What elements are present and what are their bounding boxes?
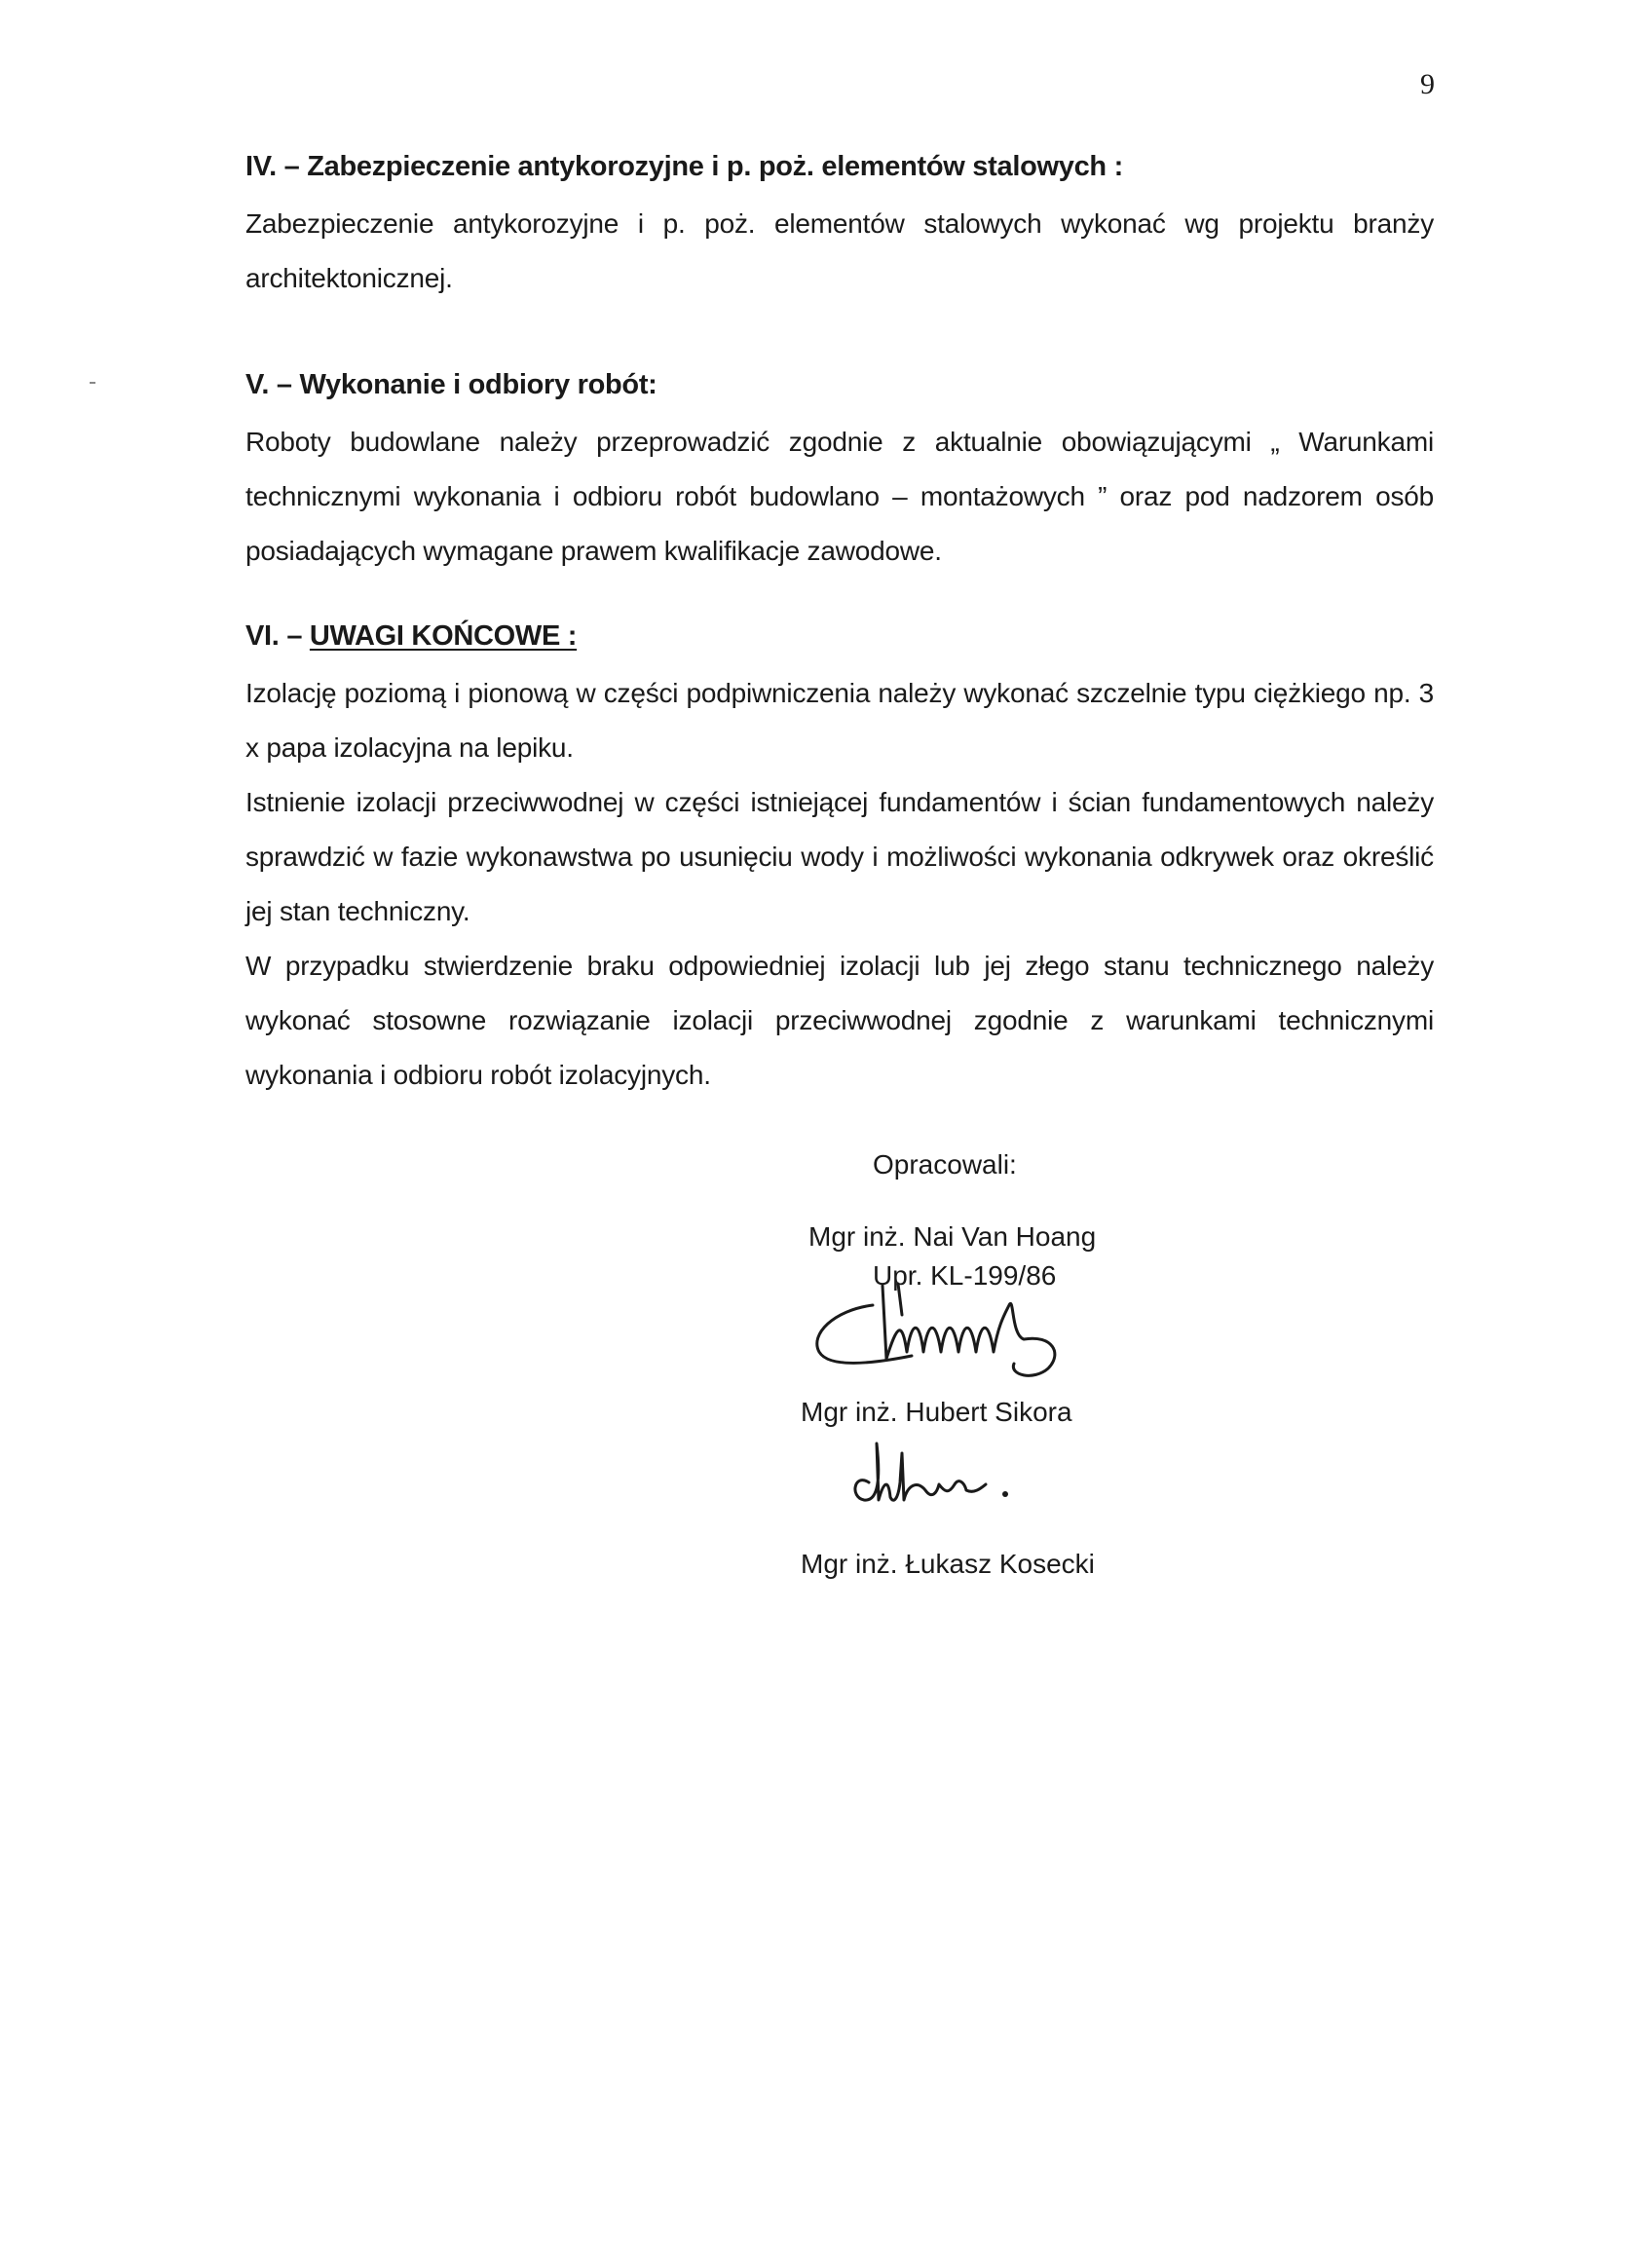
section-v-heading: V. – Wykonanie i odbiory robót: — [245, 369, 657, 400]
section-v — [245, 366, 1434, 579]
section-vi-paragraph-1: Izolację poziomą i pionową w części podpiwniczenia należy wykonać szczelnie typu ciężkiego np. 3 x papa izolacyjna na lepiku. — [245, 678, 1434, 763]
section-vi-heading-prefix: VI. – — [245, 620, 310, 652]
section-vi-heading-title: UWAGI KOŃCOWE : — [309, 620, 578, 652]
author-1-license: Upr. KL-199/86 — [873, 1260, 1057, 1291]
signature-1 — [805, 1266, 1087, 1393]
section-v-paragraph: Roboty budowlane należy przeprowadzić zgodnie z aktualnie obowiązującymi „ Warunkami technicznymi wykonania i odbioru robót budowlano – montażowych ” oraz pod nadzorem osób posiadających wymagane prawem kwalifikacje zawodowe. — [245, 427, 1434, 566]
page-number: 9 — [1420, 68, 1435, 100]
author-1-name: Mgr inż. Nai Van Hoang — [808, 1221, 1097, 1252]
section-vi-heading — [245, 618, 1434, 655]
section-vi-paragraph-2: Istnienie izolacji przeciwwodnej w części istniejącej fundamentów i ścian fundamentowych należy sprawdzić w fazie wykonawstwa po usunięciu wody i możliwości wykonania odkrywek oraz określić jej stan techniczny. — [245, 787, 1434, 926]
section-iv — [245, 148, 1434, 306]
author-2-name: Mgr inż. Hubert Sikora — [801, 1397, 1072, 1427]
signature-2 — [840, 1424, 1054, 1512]
author-3-name: Mgr inż. Łukasz Kosecki — [801, 1549, 1095, 1579]
section-vi-paragraph-3: W przypadku stwierdzenie braku odpowiedniej izolacji lub jej złego stanu technicznego należy wykonać stosowne rozwiązanie izolacji przeciwwodnej zgodnie z warunkami technicznymi wykonania i odbioru robót izolacyjnych. — [245, 951, 1434, 1090]
section-vi — [245, 618, 1434, 1103]
section-iv-heading: IV. – Zabezpieczenie antykorozyjne i p. poż. elementów stalowych : — [245, 151, 1123, 182]
scan-mark — [90, 382, 95, 384]
section-iv-paragraph: Zabezpieczenie antykorozyjne i p. poż. elementów stalowych wykonać wg projektu branży architektonicznej. — [245, 208, 1434, 293]
prepared-by-label: Opracowali: — [873, 1149, 1017, 1180]
